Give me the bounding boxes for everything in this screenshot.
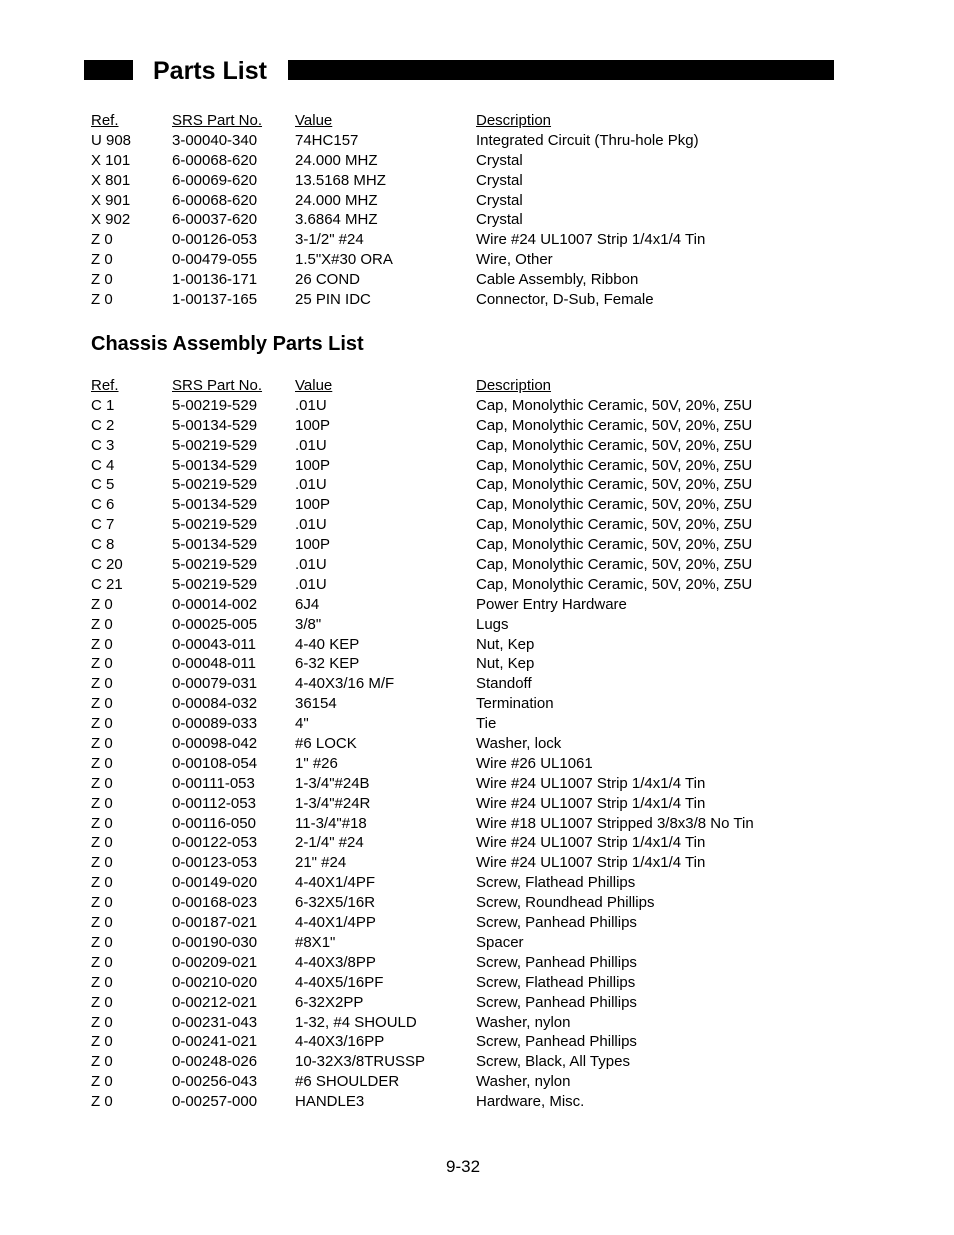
cell-part-no: 0-00098-042 [172,735,258,753]
table-row [0,635,954,655]
cell-ref: Z 0 [91,1013,113,1031]
cell-part-no: 0-00108-054 [172,754,258,772]
cell-description: Standoff [476,675,532,693]
table-row [0,396,954,416]
table-row [0,270,954,290]
cell-description: Lugs [476,615,509,633]
cell-part-no: 5-00134-529 [172,456,258,474]
cell-value: 100P [295,496,331,514]
cell-value: 6-32 KEP [295,655,360,673]
cell-description: Cap, Monolythic Ceramic, 50V, 20%, Z5U [476,396,753,414]
cell-value: 36154 [295,695,337,713]
cell-value: 100P [295,536,331,554]
cell-value: 13.5168 MHZ [295,171,386,189]
cell-value: 21" #24 [295,854,347,872]
cell-value: 3/8" [295,615,322,633]
table-row [0,1013,954,1033]
cell-ref: Z 0 [91,953,113,971]
column-header-description: Description [476,112,552,129]
cell-part-no: 5-00134-529 [172,536,258,554]
table-row [0,250,954,270]
cell-part-no: 0-00210-020 [172,973,258,991]
cell-value: 3-1/2" #24 [295,231,364,249]
table-row [0,714,954,734]
cell-ref: Z 0 [91,615,113,633]
cell-value: 1" #26 [295,754,338,772]
parts-table [0,111,954,310]
cell-part-no: 0-00209-021 [172,953,258,971]
chassis-parts-table [0,376,954,1112]
cell-ref: X 902 [91,211,131,229]
cell-ref: Z 0 [91,695,113,713]
cell-part-no: 6-00068-620 [172,151,258,169]
page-title: Parts List [153,57,267,85]
cell-part-no: 5-00219-529 [172,476,258,494]
cell-value: 1-32, #4 SHOULD [295,1013,417,1031]
cell-ref: Z 0 [91,874,113,892]
table-header [0,376,954,396]
table-row [0,475,954,495]
cell-description: Washer, nylon [476,1013,571,1031]
cell-ref: Z 0 [91,655,113,673]
cell-description: Screw, Flathead Phillips [476,874,636,892]
cell-value: HANDLE3 [295,1093,365,1111]
cell-value: 4" [295,715,309,733]
cell-value: 4-40X3/16PP [295,1033,385,1051]
cell-ref: C 6 [91,496,115,514]
table-row [0,993,954,1013]
cell-value: 1-3/4"#24R [295,794,371,812]
cell-description: Cap, Monolythic Ceramic, 50V, 20%, Z5U [476,536,753,554]
cell-description: Screw, Panhead Phillips [476,993,637,1011]
cell-value: 1-3/4"#24B [295,774,370,792]
table-row [0,674,954,694]
cell-value: 25 PIN IDC [295,291,371,309]
cell-part-no: 0-00168-023 [172,894,258,912]
cell-value: 4-40X1/4PF [295,874,376,892]
cell-description: Wire #24 UL1007 Strip 1/4x1/4 Tin [476,834,706,852]
cell-part-no: 0-00126-053 [172,231,258,249]
table-row [0,191,954,211]
cell-part-no: 1-00136-171 [172,271,258,289]
cell-description: Wire #24 UL1007 Strip 1/4x1/4 Tin [476,854,706,872]
cell-value: 6-32X5/16R [295,894,376,912]
table-row [0,734,954,754]
cell-description: Termination [476,695,554,713]
cell-part-no: 5-00134-529 [172,496,258,514]
table-row [0,1032,954,1052]
cell-ref: Z 0 [91,914,113,932]
table-row [0,535,954,555]
cell-ref: Z 0 [91,595,113,613]
cell-part-no: 0-00116-050 [172,814,256,832]
cell-description: Wire #24 UL1007 Strip 1/4x1/4 Tin [476,794,706,812]
table-row [0,171,954,191]
table-row [0,774,954,794]
cell-description: Integrated Circuit (Thru-hole Pkg) [476,131,699,149]
cell-ref: Z 0 [91,854,113,872]
cell-ref: C 8 [91,536,115,554]
cell-description: Nut, Kep [476,635,535,653]
cell-description: Crystal [476,191,523,209]
cell-value: #6 SHOULDER [295,1073,400,1091]
table-row [0,416,954,436]
cell-description: Crystal [476,171,523,189]
cell-ref: Z 0 [91,715,113,733]
cell-part-no: 0-00231-043 [172,1013,258,1031]
cell-part-no: 0-00025-005 [172,615,258,633]
table-row [0,1072,954,1092]
cell-description: Screw, Panhead Phillips [476,1033,637,1051]
cell-value: 6-32X2PP [295,993,364,1011]
cell-part-no: 5-00219-529 [172,396,258,414]
cell-part-no: 1-00137-165 [172,291,258,309]
table-row [0,210,954,230]
cell-value: 11-3/4"#18 [295,814,367,832]
cell-part-no: 0-00149-020 [172,874,258,892]
cell-part-no: 0-00084-032 [172,695,258,713]
cell-ref: Z 0 [91,973,113,991]
table-row [0,290,954,310]
cell-value: 4-40X3/8PP [295,953,376,971]
cell-description: Crystal [476,211,523,229]
cell-part-no: 6-00037-620 [172,211,258,229]
cell-description: Screw, Black, All Types [476,1053,630,1071]
cell-description: Cap, Monolythic Ceramic, 50V, 20%, Z5U [476,516,753,534]
cell-description: Nut, Kep [476,655,535,673]
cell-ref: Z 0 [91,675,113,693]
cell-part-no: 5-00219-529 [172,516,258,534]
cell-value: .01U [295,575,327,593]
table-row [0,893,954,913]
cell-ref: C 21 [91,575,123,593]
table-row [0,151,954,171]
cell-value: 4-40X1/4PP [295,914,376,932]
column-header-ref: Ref. [91,112,119,129]
cell-part-no: 6-00069-620 [172,171,258,189]
table-row [0,1092,954,1112]
cell-part-no: 0-00212-021 [172,993,258,1011]
cell-value: 26 COND [295,271,361,289]
cell-description: Cap, Monolythic Ceramic, 50V, 20%, Z5U [476,416,753,434]
table-row [0,1052,954,1072]
cell-value: .01U [295,476,327,494]
table-row [0,575,954,595]
cell-part-no: 0-00111-053 [172,774,255,792]
cell-ref: Z 0 [91,1073,113,1091]
cell-ref: Z 0 [91,271,113,289]
cell-ref: Z 0 [91,1093,113,1111]
cell-description: Wire, Other [476,251,553,269]
column-header-part-no: SRS Part No. [172,377,263,394]
table-row [0,654,954,674]
cell-description: Washer, lock [476,735,562,753]
table-row [0,515,954,535]
cell-description: Cable Assembly, Ribbon [476,271,639,289]
cell-ref: C 3 [91,436,115,454]
cell-ref: C 5 [91,476,115,494]
cell-value: 1.5"X#30 ORA [295,251,393,269]
cell-description: Wire #24 UL1007 Strip 1/4x1/4 Tin [476,231,706,249]
cell-part-no: 0-00123-053 [172,854,258,872]
table-row [0,953,954,973]
cell-value: .01U [295,516,327,534]
cell-value: 4-40X5/16PF [295,973,384,991]
cell-description: Cap, Monolythic Ceramic, 50V, 20%, Z5U [476,476,753,494]
table-row [0,131,954,151]
cell-description: Screw, Flathead Phillips [476,973,636,991]
title-bar-right [288,60,834,80]
cell-ref: Z 0 [91,251,113,269]
table-header [0,111,954,131]
table-row [0,833,954,853]
cell-description: Tie [476,715,497,733]
table-row [0,436,954,456]
column-header-value: Value [295,377,333,394]
cell-value: #6 LOCK [295,735,357,753]
cell-ref: C 2 [91,416,115,434]
cell-ref: U 908 [91,131,132,149]
cell-value: .01U [295,436,327,454]
cell-ref: C 1 [91,396,115,414]
cell-ref: C 20 [91,556,123,574]
table-row [0,694,954,714]
cell-part-no: 5-00134-529 [172,416,258,434]
cell-value: 4-40 KEP [295,635,360,653]
cell-value: 24.000 MHZ [295,191,378,209]
table-row [0,754,954,774]
cell-part-no: 0-00257-000 [172,1093,258,1111]
cell-part-no: 0-00248-026 [172,1053,258,1071]
table-row [0,873,954,893]
cell-ref: Z 0 [91,291,113,309]
cell-ref: X 101 [91,151,131,169]
cell-ref: Z 0 [91,231,113,249]
cell-part-no: 0-00048-011 [172,655,256,673]
cell-description: Cap, Monolythic Ceramic, 50V, 20%, Z5U [476,575,753,593]
cell-ref: Z 0 [91,774,113,792]
column-header-ref: Ref. [91,377,119,394]
cell-description: Wire #18 UL1007 Stripped 3/8x3/8 No Tin [476,814,754,832]
cell-part-no: 5-00219-529 [172,556,258,574]
table-row [0,814,954,834]
cell-part-no: 5-00219-529 [172,436,258,454]
column-header-value: Value [295,112,333,129]
cell-part-no: 0-00256-043 [172,1073,258,1091]
cell-value: 100P [295,416,331,434]
cell-description: Cap, Monolythic Ceramic, 50V, 20%, Z5U [476,436,753,454]
cell-description: Wire #24 UL1007 Strip 1/4x1/4 Tin [476,774,706,792]
cell-ref: Z 0 [91,794,113,812]
cell-ref: Z 0 [91,735,113,753]
cell-value: 4-40X3/16 M/F [295,675,395,693]
table-row [0,230,954,250]
cell-description: Screw, Roundhead Phillips [476,894,655,912]
cell-ref: Z 0 [91,993,113,1011]
cell-part-no: 0-00112-053 [172,794,256,812]
cell-description: Wire #26 UL1061 [476,754,593,772]
cell-ref: X 801 [91,171,131,189]
cell-value: .01U [295,396,327,414]
table-row [0,595,954,615]
cell-part-no: 0-00089-033 [172,715,258,733]
table-row [0,933,954,953]
cell-value: 100P [295,456,331,474]
cell-ref: Z 0 [91,933,113,951]
cell-description: Cap, Monolythic Ceramic, 50V, 20%, Z5U [476,556,753,574]
cell-part-no: 0-00122-053 [172,834,258,852]
cell-ref: C 7 [91,516,115,534]
cell-description: Hardware, Misc. [476,1093,585,1111]
cell-value: 6J4 [295,595,320,613]
section-title: Chassis Assembly Parts List [91,333,364,355]
cell-part-no: 6-00068-620 [172,191,258,209]
cell-value: .01U [295,556,327,574]
cell-part-no: 0-00190-030 [172,933,258,951]
table-row [0,913,954,933]
page-number: 9-32 [446,1157,481,1176]
cell-description: Crystal [476,151,523,169]
table-row [0,456,954,476]
cell-description: Connector, D-Sub, Female [476,291,654,309]
cell-description: Screw, Panhead Phillips [476,914,637,932]
table-row [0,794,954,814]
cell-part-no: 0-00187-021 [172,914,258,932]
cell-description: Washer, nylon [476,1073,571,1091]
cell-description: Spacer [476,933,524,951]
column-header-description: Description [476,377,552,394]
column-header-part-no: SRS Part No. [172,112,263,129]
table-row [0,555,954,575]
cell-ref: Z 0 [91,635,113,653]
cell-ref: Z 0 [91,1033,113,1051]
cell-ref: Z 0 [91,754,113,772]
cell-value: 74HC157 [295,131,359,149]
cell-value: 2-1/4" #24 [295,834,364,852]
cell-ref: C 4 [91,456,115,474]
cell-ref: Z 0 [91,814,113,832]
cell-part-no: 3-00040-340 [172,131,258,149]
table-row [0,853,954,873]
title-bar-left [84,60,133,80]
cell-part-no: 0-00241-021 [172,1033,258,1051]
cell-description: Cap, Monolythic Ceramic, 50V, 20%, Z5U [476,496,753,514]
table-row [0,615,954,635]
cell-part-no: 0-00014-002 [172,595,258,613]
cell-part-no: 0-00043-011 [172,635,256,653]
cell-value: 3.6864 MHZ [295,211,378,229]
cell-part-no: 5-00219-529 [172,575,258,593]
cell-value: 24.000 MHZ [295,151,378,169]
cell-description: Cap, Monolythic Ceramic, 50V, 20%, Z5U [476,456,753,474]
cell-description: Power Entry Hardware [476,595,627,613]
cell-ref: Z 0 [91,834,113,852]
table-row [0,973,954,993]
cell-description: Screw, Panhead Phillips [476,953,637,971]
cell-part-no: 0-00079-031 [172,675,258,693]
cell-ref: Z 0 [91,894,113,912]
cell-ref: X 901 [91,191,131,209]
cell-value: 10-32X3/8TRUSSP [295,1053,426,1071]
cell-ref: Z 0 [91,1053,113,1071]
cell-value: #8X1" [295,933,336,951]
cell-part-no: 0-00479-055 [172,251,258,269]
table-row [0,495,954,515]
